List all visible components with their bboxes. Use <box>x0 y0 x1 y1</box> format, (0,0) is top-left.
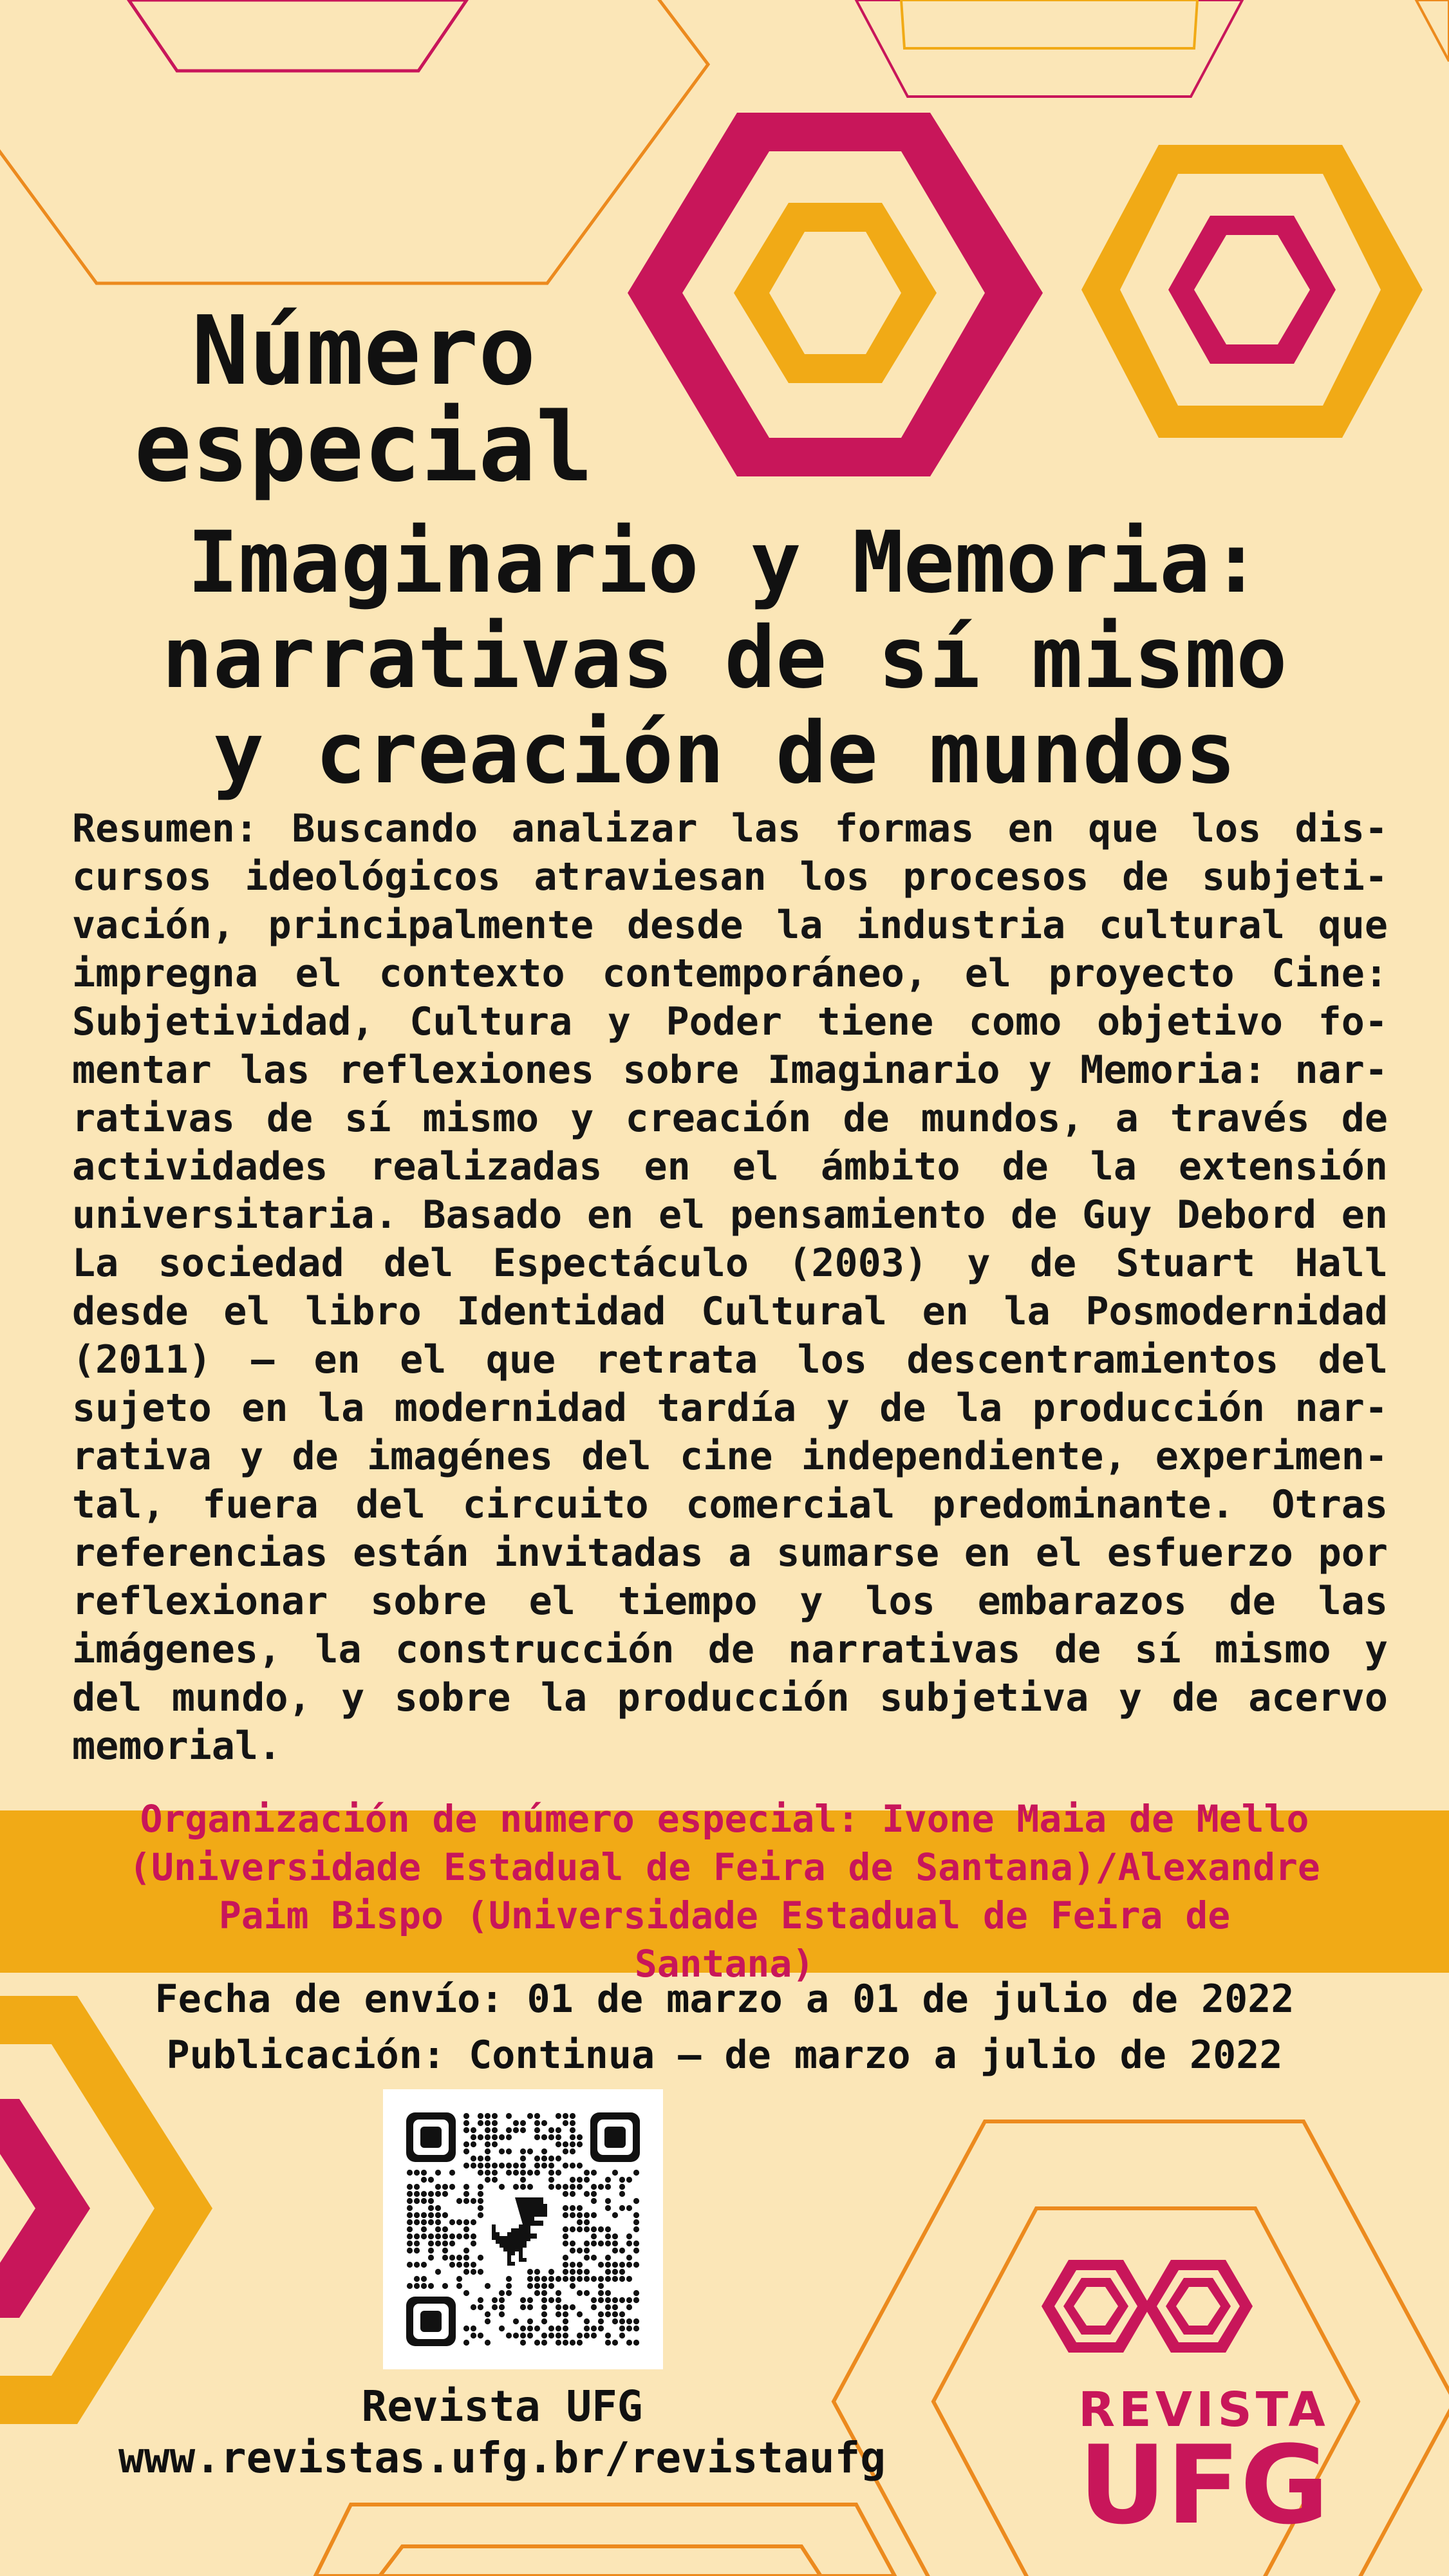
logo-ufg-text: UFG <box>1078 2422 1329 2548</box>
yellow-hexagon-large <box>1081 145 1423 438</box>
abstract-text: Resumen: Buscando analizar las formas en que los dis-cursos ideológicos atraviesan los procesos de subjeti-vación, principalmente desde la industria cultural que impregna el contexto contemporáneo, el proyecto Cine: Subjetividad, Cultura y Poder tiene como objetivo fo-mentar las reflexiones sobre Imaginario y Memoria: nar-rativas de sí mismo y creación de mundos, a través de actividades realizadas en el ámbito de la extensión universitaria. Basado en el pensamiento de Guy Debord en La sociedad del Espectáculo (2003) y de Stuart Hall desde el libro Identidad Cultural en la Posmodernidad (2011) – en el que retrata los descentramientos del sujeto en la modernidad tardía y de la producción nar-rativa y de imagénes del cine independiente, experimen-tal, fuera del circuito comercial predominante. Otras referencias están invitadas a sumarse en el esfuerzo por reflexionar sobre el tiempo y los embarazos de las imágenes, la construcción de narrativas de sí mismo y del mundo, y sobre la producción subjetiva y de acervo memorial. <box>72 806 1388 1769</box>
issue-title-line2: narrativas de sí mismo <box>162 608 1287 708</box>
submission-dates: Fecha de envío: 01 de marzo a 01 de julio de 2022 <box>154 1977 1295 2022</box>
issue-title-line3: y creación de mundos <box>212 704 1237 803</box>
top-right-yellow-outline <box>901 0 1197 48</box>
top-right-orange-edge <box>1416 0 1449 61</box>
qr-finder-pattern <box>590 2112 640 2162</box>
special-issue-line1: Número <box>191 296 536 406</box>
special-issue-heading <box>97 296 631 503</box>
special-issue-line2: especial <box>134 392 594 503</box>
publication-info: Publicación: Continua – de marzo a julio de 2022 <box>166 2033 1283 2078</box>
qr-code-graphic <box>383 2089 663 2369</box>
journal-name: Revista UFG <box>361 2382 643 2431</box>
qr-finder-pattern <box>406 2112 456 2162</box>
bottom-center-hexagon-outlines <box>315 2505 895 2576</box>
organization-text: Organización de número especial: Ivone Maia de Mello (Universidade Estadual de Feira de Santana)/Alexandre Paim Bispo (Universidade Estadual de Feira de Santana) <box>129 1797 1320 1986</box>
magenta-hexagon-large <box>628 113 1043 476</box>
qr-finder-pattern <box>406 2297 456 2346</box>
top-left-hexagon-outline <box>0 0 708 283</box>
logo-hexagons <box>1042 2260 1253 2353</box>
dinosaur-icon <box>492 2197 547 2266</box>
qr-code[interactable] <box>383 2089 663 2369</box>
logo-revista-text: REVISTA <box>1078 2382 1329 2438</box>
organization-band <box>0 1797 1449 1986</box>
issue-title <box>39 515 1410 801</box>
journal-url[interactable]: www.revistas.ufg.br/revistaufg <box>118 2433 886 2483</box>
issue-title-line1: Imaginario y Memoria: <box>187 513 1262 612</box>
top-left-magenta-outline <box>129 0 467 71</box>
